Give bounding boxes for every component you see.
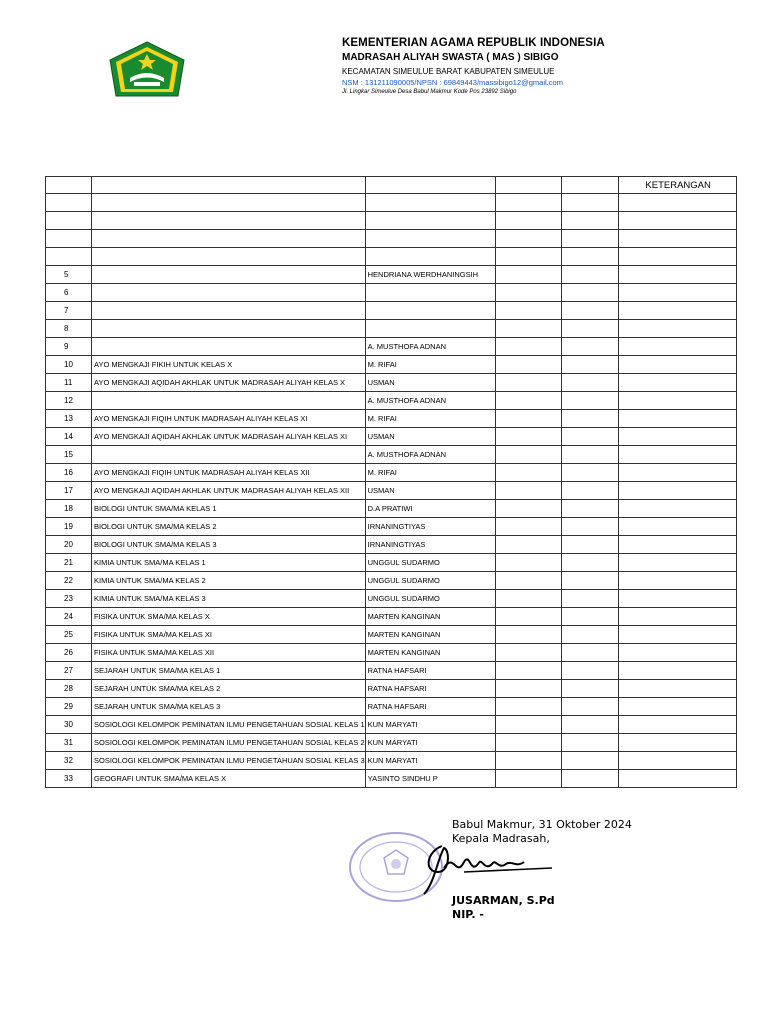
table-row [46, 464, 737, 482]
book-title [92, 302, 366, 320]
table-row [46, 338, 737, 356]
table-cell [561, 680, 618, 698]
row-number: 24 [46, 608, 92, 626]
keterangan-cell [618, 284, 736, 302]
table-header-row [46, 177, 737, 194]
book-title [92, 338, 366, 356]
school-ids-email[interactable]: NSM : 131211090005/NPSN : 69849443/massibigo12@gmail.com [342, 77, 563, 87]
book-author: RATNA HAFSARI [365, 680, 495, 698]
table-row [46, 248, 737, 266]
table-cell [561, 734, 618, 752]
table-cell [561, 338, 618, 356]
book-author: IRNANINGTIYAS [365, 518, 495, 536]
table-cell [561, 428, 618, 446]
table-cell [495, 518, 561, 536]
school-name: MADRASAH ALIYAH SWASTA ( MAS ) SIBIGO [342, 51, 559, 63]
row-number: 9 [46, 338, 92, 356]
row-number: 7 [46, 302, 92, 320]
table-row [46, 446, 737, 464]
row-number: 21 [46, 554, 92, 572]
table-row [46, 644, 737, 662]
row-number: 8 [46, 320, 92, 338]
table-cell [561, 248, 618, 266]
table-row [46, 410, 737, 428]
row-number: 14 [46, 428, 92, 446]
book-title: AYO MENGKAJI FIKIH UNTUK KELAS X [92, 356, 366, 374]
keterangan-cell [618, 302, 736, 320]
row-number: 31 [46, 734, 92, 752]
table-row [46, 590, 737, 608]
table-cell [561, 266, 618, 284]
row-number [46, 230, 92, 248]
table-cell [495, 536, 561, 554]
book-title: SEJARAH UNTUK SMA/MA KELAS 3 [92, 698, 366, 716]
book-title [92, 248, 366, 266]
keterangan-cell [618, 500, 736, 518]
book-author: USMAN [365, 374, 495, 392]
book-author: MARTEN KANGINAN [365, 644, 495, 662]
table-row [46, 770, 737, 788]
table-cell [561, 302, 618, 320]
row-number: 29 [46, 698, 92, 716]
book-title: SEJARAH UNTUK SMA/MA KELAS 2 [92, 680, 366, 698]
book-title: KIMIA UNTUK SMA/MA KELAS 1 [92, 554, 366, 572]
book-author: USMAN [365, 482, 495, 500]
row-number: 25 [46, 626, 92, 644]
ministry-name: KEMENTERIAN AGAMA REPUBLIK INDONESIA [342, 37, 605, 49]
book-author: UNGGUL SUDARMO [365, 590, 495, 608]
table-row [46, 554, 737, 572]
table-row [46, 284, 737, 302]
table-cell [561, 482, 618, 500]
book-title: KIMIA UNTUK SMA/MA KELAS 3 [92, 590, 366, 608]
headmaster-signature [420, 838, 560, 898]
table-cell [495, 662, 561, 680]
table-cell [495, 428, 561, 446]
table-cell [561, 284, 618, 302]
table-cell [561, 662, 618, 680]
book-title: SOSIOLOGI KELOMPOK PEMINATAN ILMU PENGETAHUAN SOSIAL KELAS 2 [92, 734, 366, 752]
ministry-logo-icon [108, 40, 186, 98]
book-list-table [45, 176, 737, 788]
keterangan-cell [618, 698, 736, 716]
table-cell [495, 284, 561, 302]
table-cell [495, 392, 561, 410]
table-cell [561, 374, 618, 392]
keterangan-cell [618, 752, 736, 770]
book-author: MARTEN KANGINAN [365, 626, 495, 644]
table-cell [495, 590, 561, 608]
table-cell [561, 644, 618, 662]
book-title [92, 212, 366, 230]
table-cell [561, 392, 618, 410]
book-title: BIOLOGI UNTUK SMA/MA KELAS 1 [92, 500, 366, 518]
table-row [46, 266, 737, 284]
table-cell [495, 482, 561, 500]
book-title [92, 194, 366, 212]
row-number: 13 [46, 410, 92, 428]
keterangan-cell [618, 374, 736, 392]
book-author: RATNA HAFSARI [365, 662, 495, 680]
table-cell [561, 554, 618, 572]
table-row [46, 752, 737, 770]
table-cell [495, 374, 561, 392]
book-author: D.A PRATIWI [365, 500, 495, 518]
signatory-name: JUSARMAN, S.Pd [452, 894, 555, 907]
row-number: 23 [46, 590, 92, 608]
table-cell [561, 770, 618, 788]
book-author: A. MUSTHOFA ADNAN [365, 446, 495, 464]
book-title [92, 284, 366, 302]
book-author: HENDRIANA WERDHANINGSIH [365, 266, 495, 284]
table-cell [561, 626, 618, 644]
book-title: FISIKA UNTUK SMA/MA KELAS XII [92, 644, 366, 662]
table-cell [495, 320, 561, 338]
letterhead [342, 38, 605, 95]
book-author: UNGGUL SUDARMO [365, 572, 495, 590]
keterangan-cell [618, 338, 736, 356]
row-number: 17 [46, 482, 92, 500]
table-cell [495, 572, 561, 590]
table-row [46, 626, 737, 644]
book-title: SOSIOLOGI KELOMPOK PEMINATAN ILMU PENGETAHUAN SOSIAL KELAS 3 [92, 752, 366, 770]
table-cell [495, 212, 561, 230]
table-cell [495, 752, 561, 770]
place-date: Babul Makmur, 31 Oktober 2024 [452, 818, 632, 831]
table-cell [561, 356, 618, 374]
row-number: 15 [46, 446, 92, 464]
table-cell [561, 446, 618, 464]
table-cell [561, 698, 618, 716]
row-number [46, 194, 92, 212]
book-title: FISIKA UNTUK SMA/MA KELAS XI [92, 626, 366, 644]
table-row [46, 680, 737, 698]
table-row [46, 734, 737, 752]
row-number: 28 [46, 680, 92, 698]
book-title [92, 266, 366, 284]
keterangan-cell [618, 590, 736, 608]
row-number: 10 [46, 356, 92, 374]
keterangan-cell [618, 572, 736, 590]
table-row [46, 428, 737, 446]
book-title: AYO MENGKAJI FIQIH UNTUK MADRASAH ALIYAH KELAS XII [92, 464, 366, 482]
book-title: SEJARAH UNTUK SMA/MA KELAS 1 [92, 662, 366, 680]
book-title: AYO MENGKAJI AQIDAH AKHLAK UNTUK MADRASAH ALIYAH KELAS XI [92, 428, 366, 446]
keterangan-cell [618, 716, 736, 734]
table-row [46, 302, 737, 320]
table-row [46, 698, 737, 716]
book-title: KIMIA UNTUK SMA/MA KELAS 2 [92, 572, 366, 590]
table-row [46, 392, 737, 410]
book-author [365, 248, 495, 266]
book-title [92, 230, 366, 248]
table-row [46, 572, 737, 590]
book-title: GEOGRAFI UNTUK SMA/MA KELAS X [92, 770, 366, 788]
table-cell [561, 518, 618, 536]
table-cell [495, 734, 561, 752]
row-number: 33 [46, 770, 92, 788]
row-number: 5 [46, 266, 92, 284]
book-title: BIOLOGI UNTUK SMA/MA KELAS 3 [92, 536, 366, 554]
book-author: KUN MARYATI [365, 734, 495, 752]
book-author [365, 320, 495, 338]
keterangan-cell [618, 320, 736, 338]
table-cell [495, 194, 561, 212]
keterangan-cell [618, 662, 736, 680]
keterangan-cell [618, 248, 736, 266]
keterangan-cell [618, 734, 736, 752]
row-number: 26 [46, 644, 92, 662]
table-row [46, 194, 737, 212]
table-row [46, 320, 737, 338]
keterangan-cell [618, 266, 736, 284]
table-cell [495, 410, 561, 428]
book-author [365, 302, 495, 320]
book-title: AYO MENGKAJI AQIDAH AKHLAK UNTUK MADRASAH ALIYAH KELAS X [92, 374, 366, 392]
table-row [46, 518, 737, 536]
book-author: A. MUSTHOFA ADNAN [365, 338, 495, 356]
book-title: BIOLOGI UNTUK SMA/MA KELAS 2 [92, 518, 366, 536]
book-author: M. RIFAI [365, 356, 495, 374]
keterangan-cell [618, 356, 736, 374]
row-number: 16 [46, 464, 92, 482]
keterangan-cell [618, 446, 736, 464]
keterangan-cell [618, 518, 736, 536]
table-cell [46, 177, 92, 194]
table-row [46, 482, 737, 500]
table-cell [561, 212, 618, 230]
keterangan-cell [618, 230, 736, 248]
book-title: FISIKA UNTUK SMA/MA KELAS X [92, 608, 366, 626]
keterangan-cell [618, 194, 736, 212]
table-cell [561, 194, 618, 212]
table-cell [561, 572, 618, 590]
row-number: 32 [46, 752, 92, 770]
keterangan-cell [618, 770, 736, 788]
keterangan-cell [618, 554, 736, 572]
table-cell [495, 248, 561, 266]
book-author: KUN MARYATI [365, 752, 495, 770]
row-number: 20 [46, 536, 92, 554]
table-cell [495, 698, 561, 716]
book-title [92, 320, 366, 338]
book-title [92, 446, 366, 464]
table-cell [561, 608, 618, 626]
row-number: 11 [46, 374, 92, 392]
row-number: 30 [46, 716, 92, 734]
school-address: Jl. Lingkar Simeulue Desa Babul Makmur Kode Pos 23892 Sibigo [342, 89, 517, 95]
keterangan-header: KETERANGAN [618, 177, 736, 194]
keterangan-cell [618, 428, 736, 446]
table-cell [561, 177, 618, 194]
table-cell [495, 266, 561, 284]
keterangan-cell [618, 626, 736, 644]
keterangan-cell [618, 464, 736, 482]
table-cell [365, 177, 495, 194]
row-number: 12 [46, 392, 92, 410]
keterangan-cell [618, 680, 736, 698]
table-cell [561, 464, 618, 482]
book-author: UNGGUL SUDARMO [365, 554, 495, 572]
book-author: A. MUSTHOFA ADNAN [365, 392, 495, 410]
keterangan-cell [618, 482, 736, 500]
table-cell [495, 770, 561, 788]
row-number: 19 [46, 518, 92, 536]
table-cell [561, 320, 618, 338]
table-row [46, 230, 737, 248]
row-number: 27 [46, 662, 92, 680]
table-cell [561, 752, 618, 770]
table-row [46, 662, 737, 680]
table-row [46, 356, 737, 374]
table-cell [495, 626, 561, 644]
table-row [46, 536, 737, 554]
book-title: AYO MENGKAJI FIQIH UNTUK MADRASAH ALIYAH KELAS XI [92, 410, 366, 428]
keterangan-cell [618, 644, 736, 662]
table-cell [561, 230, 618, 248]
book-title [92, 392, 366, 410]
book-author: RATNA HAFSARI [365, 698, 495, 716]
book-author [365, 212, 495, 230]
book-author: MARTEN KANGINAN [365, 608, 495, 626]
book-author [365, 230, 495, 248]
signatory-nip: NIP. - [452, 908, 484, 921]
book-title: SOSIOLOGI KELOMPOK PEMINATAN ILMU PENGETAHUAN SOSIAL KELAS 1 [92, 716, 366, 734]
book-author: USMAN [365, 428, 495, 446]
signatory-position: Kepala Madrasah, [452, 832, 550, 845]
table-cell [561, 716, 618, 734]
keterangan-cell [618, 212, 736, 230]
table-row [46, 608, 737, 626]
book-author: M. RIFAI [365, 410, 495, 428]
table-cell [561, 536, 618, 554]
table-cell [495, 644, 561, 662]
row-number [46, 248, 92, 266]
signature-block [452, 818, 632, 921]
table-cell [561, 500, 618, 518]
row-number: 6 [46, 284, 92, 302]
table-cell [561, 590, 618, 608]
book-title: AYO MENGKAJI AQIDAH AKHLAK UNTUK MADRASAH ALIYAH KELAS XII [92, 482, 366, 500]
keterangan-cell [618, 536, 736, 554]
district-line: KECAMATAN SIMEULUE BARAT KABUPATEN SIMEULUE [342, 66, 555, 76]
table-cell [495, 680, 561, 698]
table-cell [495, 230, 561, 248]
table-cell [495, 177, 561, 194]
book-author: M. RIFAI [365, 464, 495, 482]
table-cell [495, 356, 561, 374]
keterangan-cell [618, 392, 736, 410]
table-row [46, 374, 737, 392]
book-author [365, 284, 495, 302]
table-cell [495, 554, 561, 572]
book-author: KUN MARYATI [365, 716, 495, 734]
table-row [46, 212, 737, 230]
table-cell [495, 464, 561, 482]
table-cell [561, 410, 618, 428]
table-cell [92, 177, 366, 194]
table-row [46, 716, 737, 734]
book-author [365, 194, 495, 212]
table-cell [495, 446, 561, 464]
table-cell [495, 500, 561, 518]
row-number: 18 [46, 500, 92, 518]
table-cell [495, 716, 561, 734]
book-author: IRNANINGTIYAS [365, 536, 495, 554]
table-cell [495, 338, 561, 356]
table-cell [495, 608, 561, 626]
table-row [46, 500, 737, 518]
table-cell [495, 302, 561, 320]
keterangan-cell [618, 410, 736, 428]
row-number: 22 [46, 572, 92, 590]
row-number [46, 212, 92, 230]
book-author: YASINTO SINDHU P [365, 770, 495, 788]
keterangan-cell [618, 608, 736, 626]
